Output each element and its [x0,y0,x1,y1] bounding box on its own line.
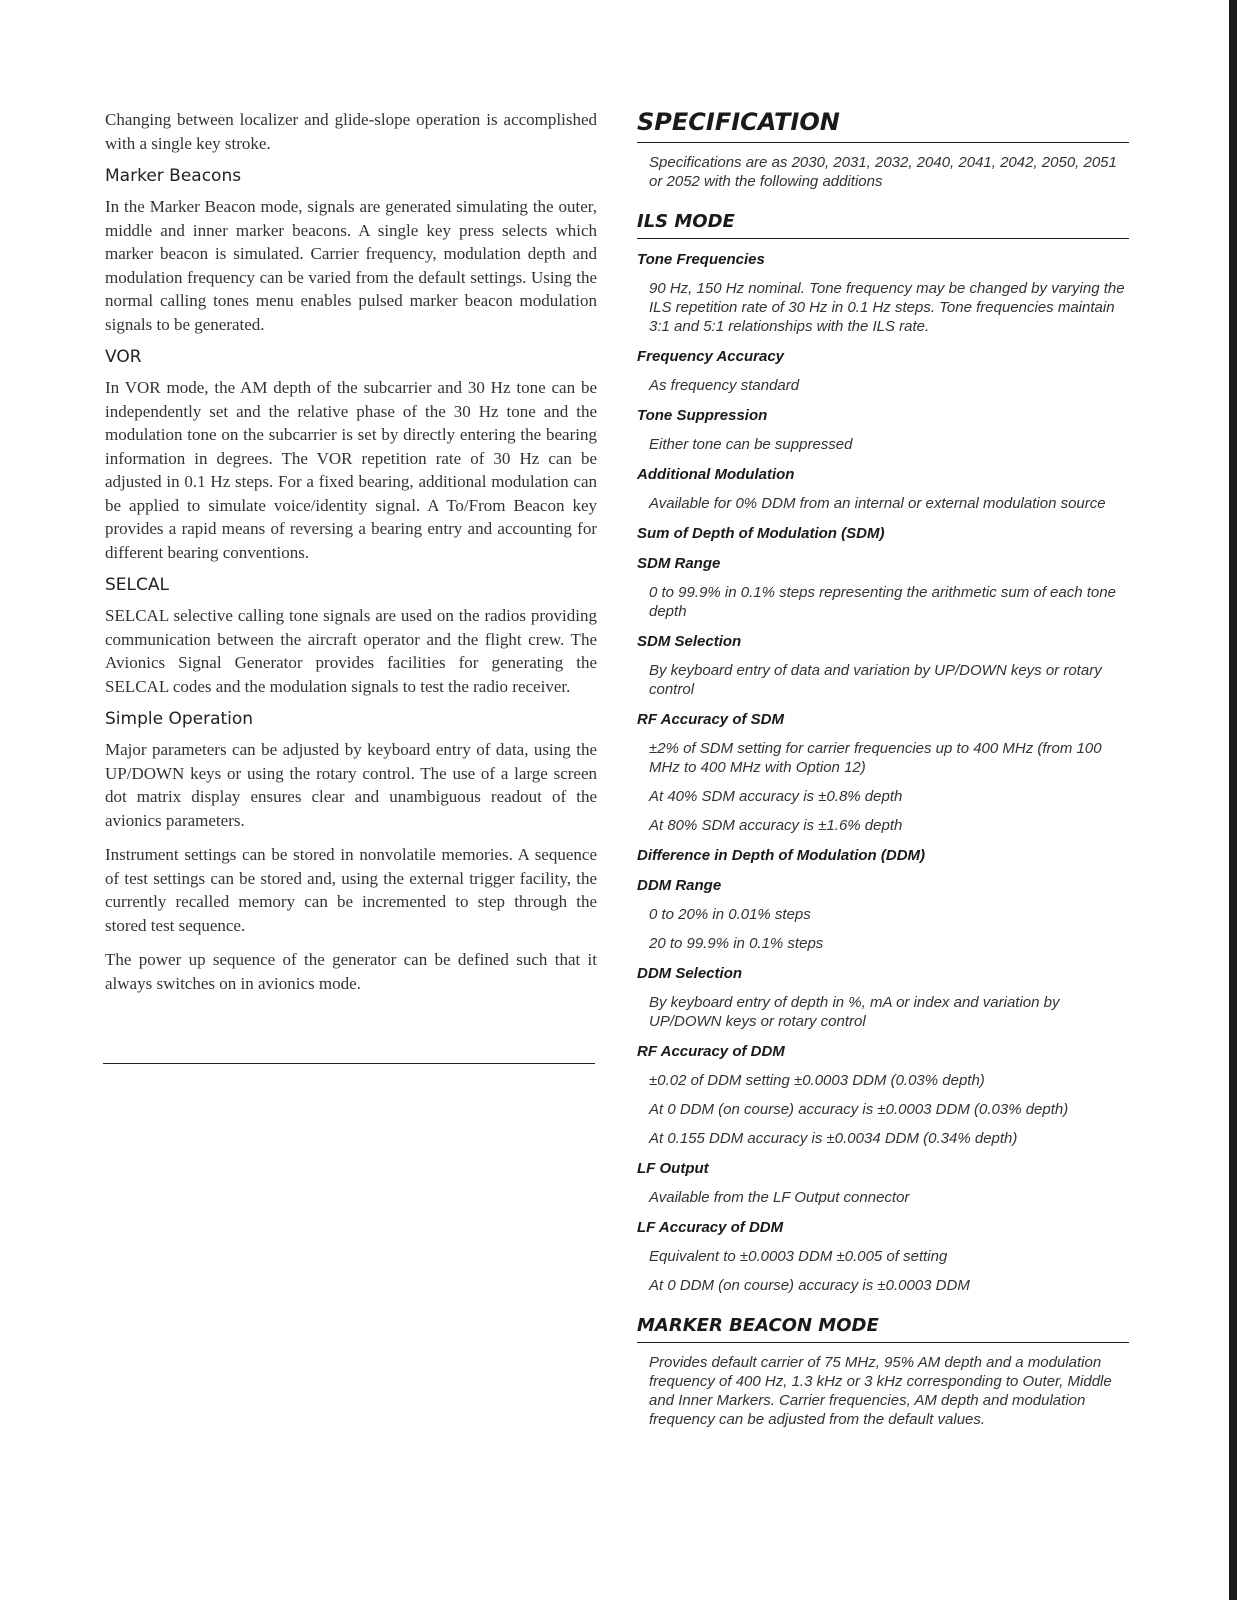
spec-parameter-value: At 0 DDM (on course) accuracy is ±0.0003 DDM [649,1277,970,1294]
spec-parameter-label: DDM Selection [637,965,743,982]
spec-parameter-value: As frequency standard [649,377,800,394]
specification-intro: Specifications are as 2030, 2031, 2032, 2040, 2041, 2042, 2050, 2051 or 2052 with the following additions [649,154,1117,190]
section-paragraph: In VOR mode, the AM depth of the subcarrier and 30 Hz tone can be independently set and the relative phase of the 30 Hz tone and the modulation tone on the subcarrier is set by directly entering the bearing information in degrees. The VOR repetition rate of 30 Hz can be adjusted in 0.1 Hz steps. For a fixed bearing, additional modulation can be applied to simulate voice/identity signal. A To/From Beacon key provides a rapid means of reversing a bearing entry and accounting for different bearing conventions. [105,378,597,562]
spec-parameter-value: Available from the LF Output connector [649,1189,910,1206]
ils-items [637,250,1129,1295]
left-divider [103,1063,595,1064]
spec-parameter-value: By keyboard entry of data and variation by UP/DOWN keys or rotary control [649,662,1102,698]
specification-title: SPECIFICATION [637,108,1129,143]
spec-parameter-label: LF Accuracy of DDM [637,1219,784,1236]
spec-parameter-value: At 0.155 DDM accuracy is ±0.0034 DDM (0.34% depth) [649,1130,1018,1147]
spec-parameter-value: At 0 DDM (on course) accuracy is ±0.0003 DDM (0.03% depth) [649,1101,1069,1118]
spec-parameter-value: Available for 0% DDM from an internal or external modulation source [649,495,1106,512]
spec-parameter-value: Either tone can be suppressed [649,436,853,453]
spec-parameter-value: 0 to 20% in 0.01% steps [649,906,811,923]
section-paragraph: Instrument settings can be stored in nonvolatile memories. A sequence of test settings can be stored and, using the external trigger facility, the currently recalled memory can be incremented to step through the stored test sequence. [105,845,597,935]
marker-beacon-text: Provides default carrier of 75 MHz, 95% AM depth and a modulation frequency of 400 Hz, 1.3 kHz or 3 kHz corresponding to Outer, Middle and Inner Markers. Carrier frequencies, AM depth and modulation frequency can be adjusted from the default values. [649,1354,1112,1428]
marker-beacon-mode-title: MARKER BEACON MODE [637,1315,1129,1343]
spec-parameter-label: Tone Suppression [637,407,768,424]
section-heading: VOR [105,347,142,367]
spec-parameter-label: Additional Modulation [637,466,795,483]
spec-parameter-value: At 40% SDM accuracy is ±0.8% depth [649,788,903,805]
spec-parameter-label: Frequency Accuracy [637,348,785,365]
page-edge [1229,0,1237,1600]
spec-parameter-label: SDM Selection [637,633,742,650]
spec-parameter-value: By keyboard entry of depth in %, mA or index and variation by UP/DOWN keys or rotary control [649,994,1060,1030]
section-paragraph: In the Marker Beacon mode, signals are generated simulating the outer, middle and inner marker beacons. A single key press selects which marker beacon is simulated. Carrier frequency, modulation depth and modulation frequency can be varied from the default settings. Using the normal calling tones menu enables pulsed marker beacon modulation signals to be generated. [105,197,597,334]
spec-parameter-value: ±0.02 of DDM setting ±0.0003 DDM (0.03% depth) [649,1072,985,1089]
spec-parameter-label: Sum of Depth of Modulation (SDM) [637,525,885,542]
section-paragraph: Major parameters can be adjusted by keyboard entry of data, using the UP/DOWN keys or using the rotary control. The use of a large screen dot matrix display ensures clear and unambiguous readout of the avionics parameters. [105,740,597,830]
intro-paragraph: Changing between localizer and glide-slope operation is accomplished with a single key stroke. [105,110,597,153]
spec-parameter-label: RF Accuracy of SDM [637,711,784,728]
section-heading: SELCAL [105,575,169,595]
section-paragraph: SELCAL selective calling tone signals are used on the radios providing communication between the aircraft operator and the flight crew. The Avionics Signal Generator provides facilities for generating the SELCAL codes and the modulation signals to test the radio receiver. [105,606,597,696]
left-sections [105,165,597,995]
right-column [637,108,1129,1429]
spec-parameter-value: At 80% SDM accuracy is ±1.6% depth [649,817,903,834]
spec-parameter-value: ±2% of SDM setting for carrier frequencies up to 400 MHz (from 100 MHz to 400 MHz with Option 12) [649,740,1102,776]
spec-parameter-label: Difference in Depth of Modulation (DDM) [637,847,926,864]
section-heading: Simple Operation [105,709,254,729]
section-paragraph: The power up sequence of the generator can be defined such that it always switches on in avionics mode. [105,950,597,993]
spec-parameter-value: 90 Hz, 150 Hz nominal. Tone frequency may be changed by varying the ILS repetition rate of 30 Hz in 0.1 Hz steps. Tone frequencies maintain 3:1 and 5:1 relationships with the ILS rate. [649,280,1125,335]
spec-parameter-value: 0 to 99.9% in 0.1% steps representing the arithmetic sum of each tone depth [649,584,1116,620]
spec-parameter-label: Tone Frequencies [637,251,765,268]
left-column [105,108,597,995]
spec-parameter-value: 20 to 99.9% in 0.1% steps [649,935,824,952]
ils-mode-title: ILS MODE [637,211,1129,239]
spec-parameter-label: LF Output [637,1160,709,1177]
spec-parameter-value: Equivalent to ±0.0003 DDM ±0.005 of setting [649,1248,948,1265]
spec-parameter-label: DDM Range [637,877,722,894]
spec-parameter-label: SDM Range [637,555,721,572]
spec-parameter-label: RF Accuracy of DDM [637,1043,785,1060]
section-heading: Marker Beacons [105,166,242,186]
